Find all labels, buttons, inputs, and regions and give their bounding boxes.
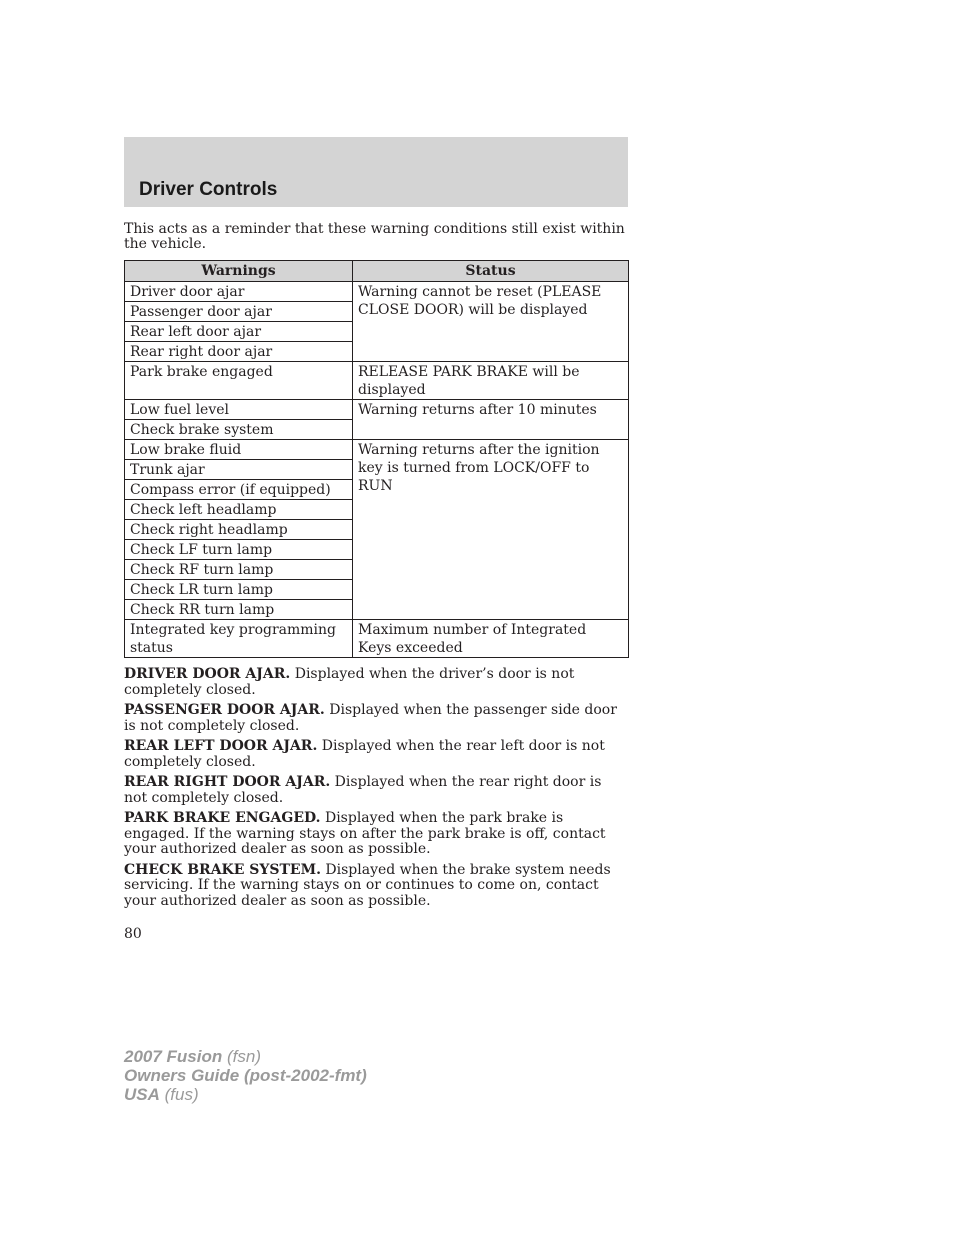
definition-text: Displayed when the driver’s door is not completely closed. bbox=[124, 666, 575, 698]
table-header-row bbox=[125, 261, 629, 282]
status-cell: Warning returns after the ignition key is turned from LOCK/OFF to RUN bbox=[353, 440, 629, 620]
warning-cell: Driver door ajar bbox=[125, 282, 353, 302]
definition-paragraph bbox=[124, 775, 628, 806]
definition-text: Displayed when the brake system needs servicing. If the warning stays on or continues to come on, contact your authorized dealer as soon as possible. bbox=[124, 861, 611, 909]
warning-cell: Rear right door ajar bbox=[125, 342, 353, 362]
warning-cell: Check left headlamp bbox=[125, 500, 353, 520]
warning-cell: Low fuel level bbox=[125, 400, 353, 420]
definition-term: DRIVER DOOR AJAR. bbox=[124, 666, 291, 682]
status-cell: Warning returns after 10 minutes bbox=[353, 400, 629, 440]
definition-paragraph bbox=[124, 703, 628, 734]
warning-cell: Check brake system bbox=[125, 420, 353, 440]
section-title: Driver Controls bbox=[139, 179, 278, 200]
status-cell: RELEASE PARK BRAKE will be displayed bbox=[353, 362, 629, 400]
status-cell: Maximum number of Integrated Keys exceeded bbox=[353, 620, 629, 658]
page-number: 80 bbox=[124, 926, 142, 942]
warning-cell: Low brake fluid bbox=[125, 440, 353, 460]
definition-term: PASSENGER DOOR AJAR. bbox=[124, 702, 325, 718]
warnings-table bbox=[124, 260, 629, 658]
warning-cell: Compass error (if equipped) bbox=[125, 480, 353, 500]
footer-line-market bbox=[124, 1085, 367, 1104]
warning-cell: Park brake engaged bbox=[125, 362, 353, 400]
definition-paragraph bbox=[124, 667, 628, 698]
definition-text: Displayed when the passenger side door is not completely closed. bbox=[124, 702, 617, 734]
warning-cell: Check LR turn lamp bbox=[125, 580, 353, 600]
document-footer bbox=[124, 1047, 367, 1104]
definition-term: CHECK BRAKE SYSTEM. bbox=[124, 861, 321, 878]
table-row bbox=[125, 362, 629, 400]
intro-paragraph: This acts as a reminder that these warning conditions still exist within the vehicle. bbox=[124, 221, 625, 252]
warning-cell: Check right headlamp bbox=[125, 520, 353, 540]
section-header bbox=[124, 137, 628, 207]
warning-cell: Integrated key programming status bbox=[125, 620, 353, 658]
footer-market-code: (fus) bbox=[159, 1085, 199, 1104]
warning-cell: Check RR turn lamp bbox=[125, 600, 353, 620]
footer-market: USA bbox=[124, 1085, 160, 1104]
column-header-status: Status bbox=[353, 261, 629, 282]
warning-cell: Trunk ajar bbox=[125, 460, 353, 480]
definition-term: PARK BRAKE ENGAGED. bbox=[124, 810, 321, 826]
table-row bbox=[125, 282, 629, 302]
footer-model-code: (fsn) bbox=[222, 1047, 261, 1066]
table-row bbox=[125, 620, 629, 658]
table-row bbox=[125, 400, 629, 420]
footer-line-model bbox=[124, 1047, 367, 1066]
footer-model: 2007 Fusion bbox=[124, 1047, 223, 1066]
warning-cell: Check RF turn lamp bbox=[125, 560, 353, 580]
definition-text: Displayed when the park brake is engaged. If the warning stays on after the park brake is off, contact your authorized dealer as soon as possible. bbox=[124, 810, 606, 857]
definition-term: REAR RIGHT DOOR AJAR. bbox=[124, 774, 331, 790]
footer-guide: Owners Guide (post-2002-fmt) bbox=[124, 1066, 367, 1085]
definition-paragraph bbox=[124, 863, 628, 910]
definitions-list bbox=[124, 667, 628, 914]
footer-line-guide bbox=[124, 1066, 367, 1085]
warning-cell: Rear left door ajar bbox=[125, 322, 353, 342]
status-cell: Warning cannot be reset (PLEASE CLOSE DOOR) will be displayed bbox=[353, 282, 629, 362]
definition-term: REAR LEFT DOOR AJAR. bbox=[124, 738, 318, 754]
definition-paragraph bbox=[124, 739, 628, 770]
warning-cell: Check LF turn lamp bbox=[125, 540, 353, 560]
definition-text: Displayed when the rear left door is not completely closed. bbox=[124, 738, 605, 770]
warning-cell: Passenger door ajar bbox=[125, 302, 353, 322]
column-header-warnings: Warnings bbox=[125, 261, 353, 282]
definition-paragraph bbox=[124, 811, 628, 858]
table-row bbox=[125, 440, 629, 460]
definition-text: Displayed when the rear right door is not completely closed. bbox=[124, 774, 602, 806]
